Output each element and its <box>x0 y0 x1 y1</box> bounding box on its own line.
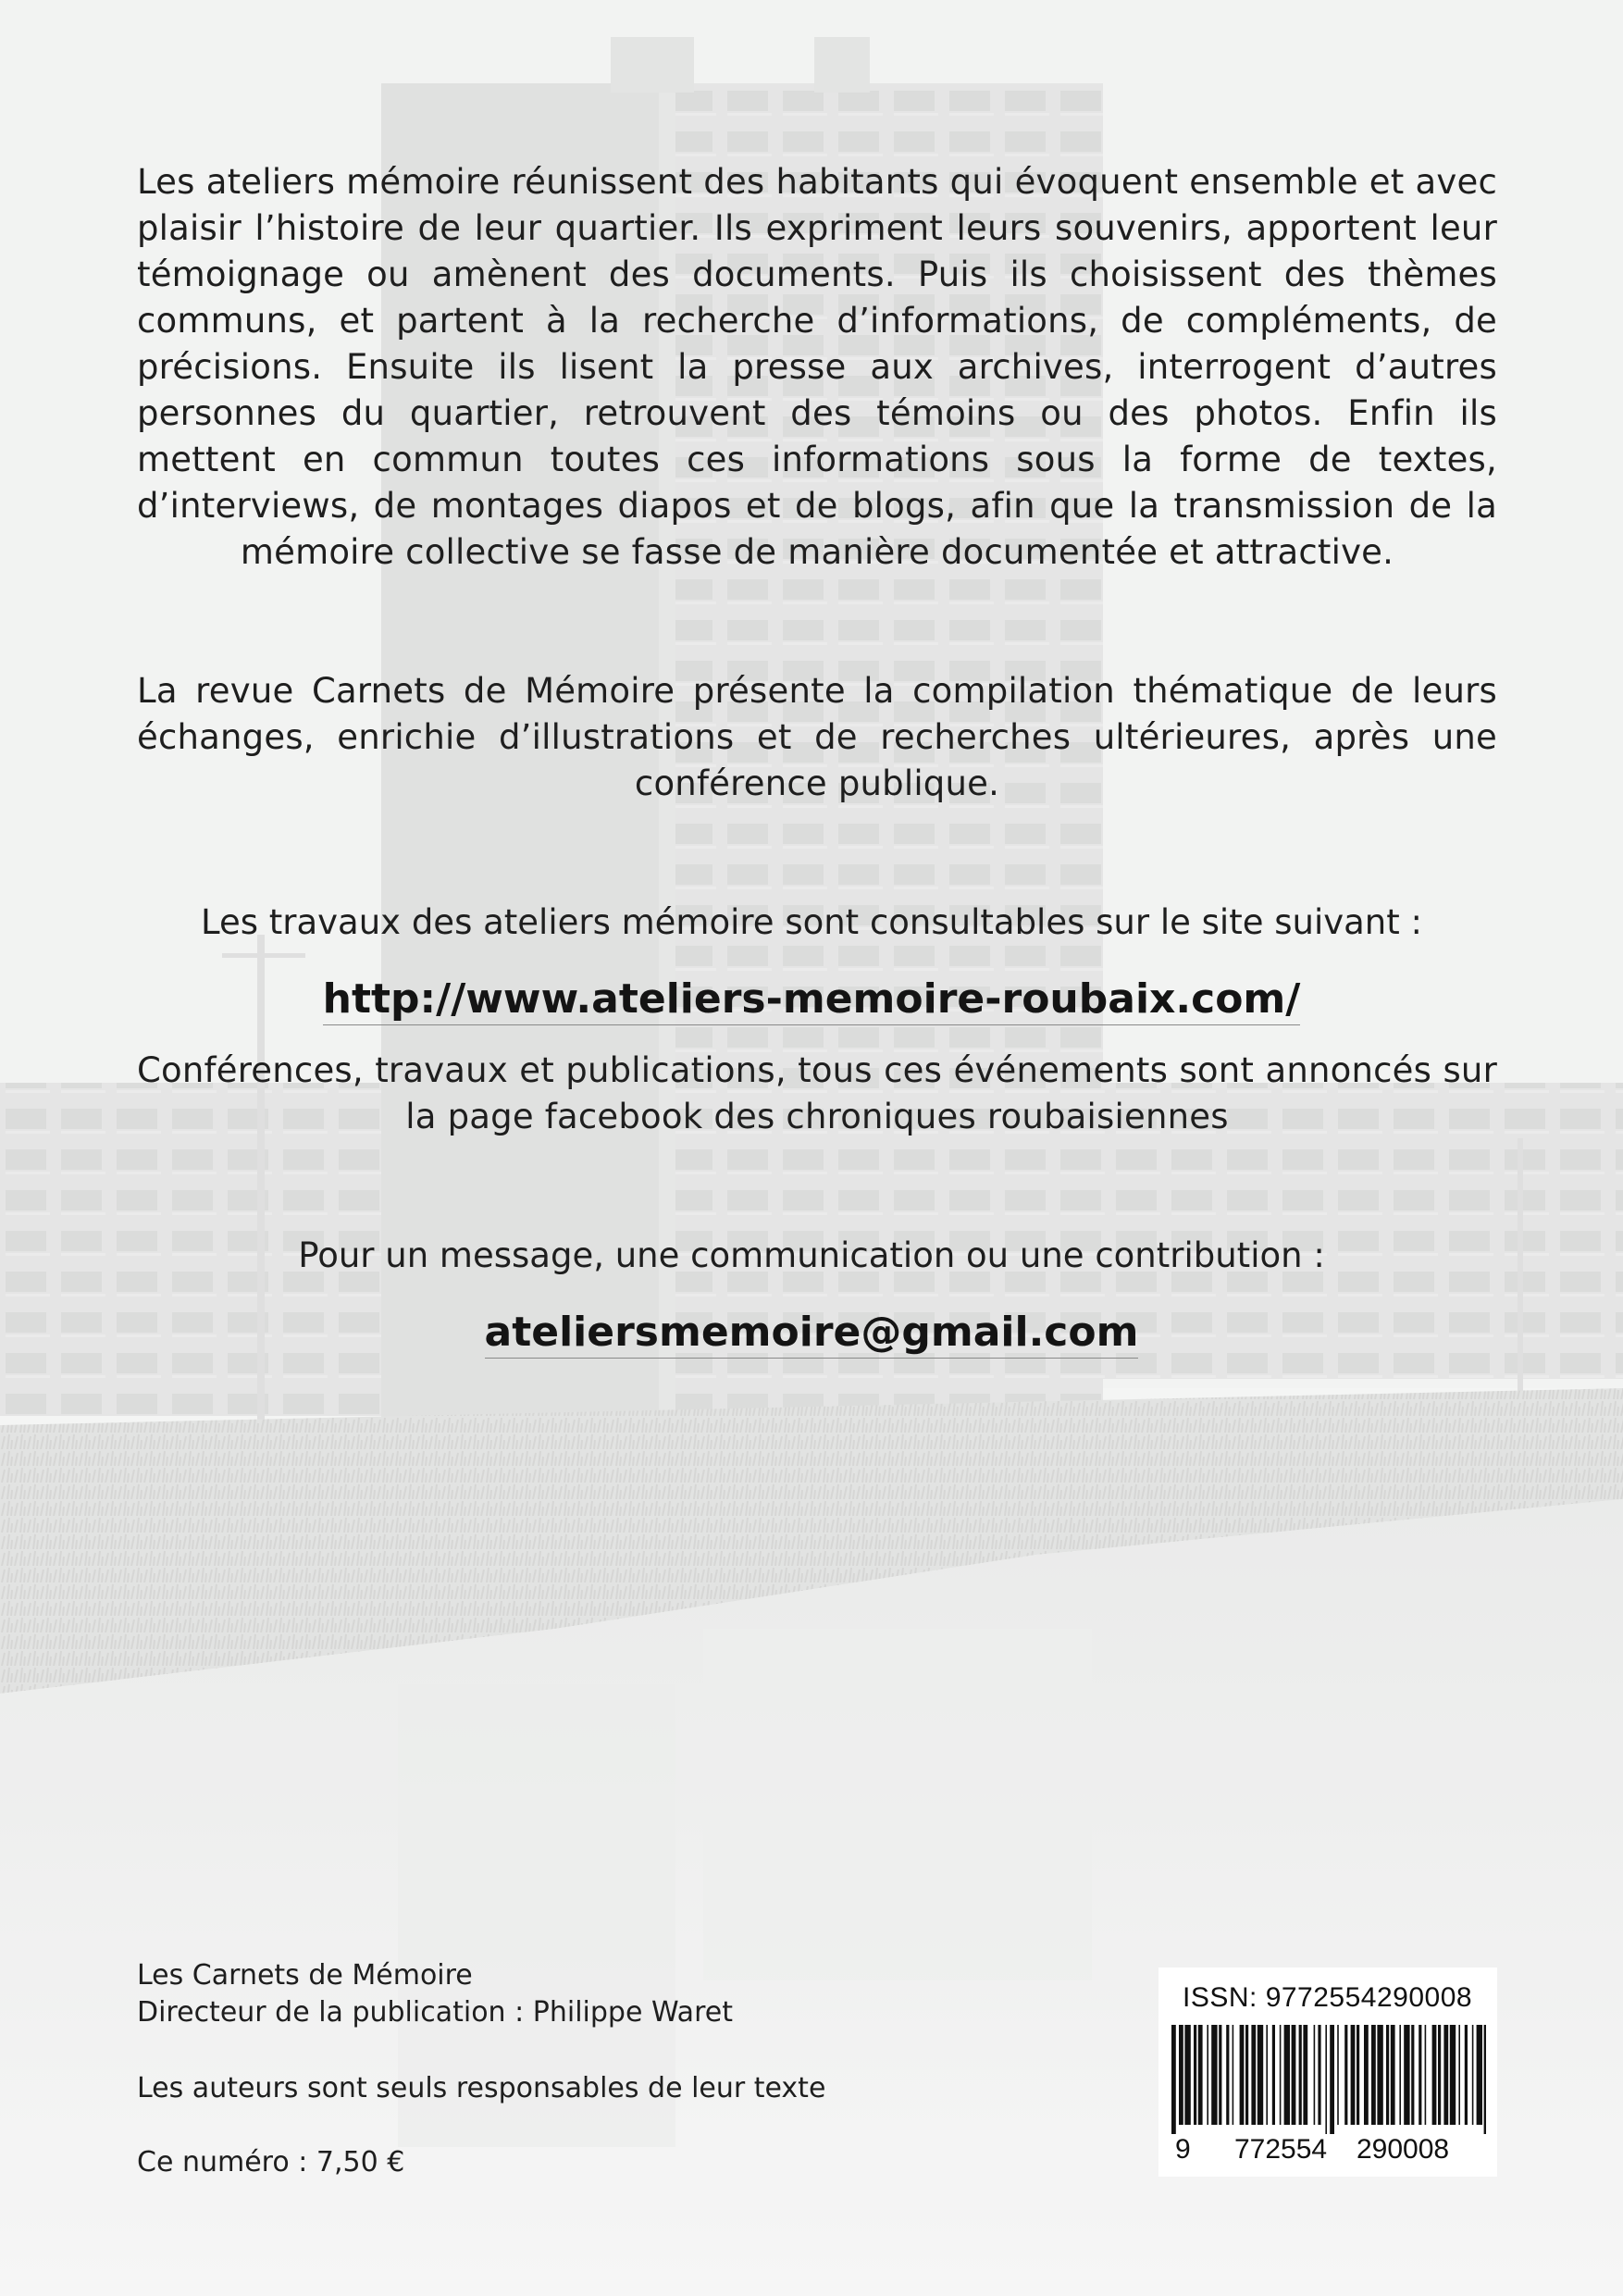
website-link[interactable] <box>0 974 1623 1025</box>
barcode-bar <box>1284 2025 1290 2125</box>
barcode-bar <box>1438 2025 1441 2125</box>
barcode-bar <box>1391 2025 1395 2125</box>
barcode-bar <box>1219 2025 1221 2125</box>
barcode-bar <box>1337 2025 1339 2125</box>
authors-disclaimer: Les auteurs sont seuls responsables de leur texte <box>137 2072 826 2104</box>
barcode-bar <box>1171 2025 1176 2134</box>
barcode-bar <box>1198 2025 1203 2125</box>
barcode-bar <box>1357 2025 1359 2125</box>
barcode-bar <box>1245 2025 1248 2125</box>
intro-paragraph: Les ateliers mémoire réunissent des habitants qui évoquent ensemble et avec plaisir l’histoire de leur quartier. Ils expriment leurs souvenirs, apportent leur témoignage ou amènent des documents. Puis ils choisissent des thèmes communs, et partent à la recherche d’informations, de compléments, de précisions. Ensuite ils lisent la presse aux archives, interrogent d’autres personnes du quartier, retrouvent des témoins ou des photos. Enfin ils mettent en commun toutes ces informations sous la forme de textes, d’interviews, de montages diapos et de blogs, afin que la transmission de la mémoire collective se fasse de manière documentée et attractive. <box>137 162 1497 572</box>
barcode-bar <box>1330 2025 1334 2134</box>
issn-barcode <box>1158 1967 1497 2177</box>
website-intro: Les travaux des ateliers mémoire sont consultables sur le site suivant : <box>200 902 1422 942</box>
barcode-bar <box>1292 2025 1296 2125</box>
barcode-digits-right: 290008 <box>1357 2134 1450 2165</box>
publication-title: Les Carnets de Mémoire <box>137 1959 473 1992</box>
email-address[interactable]: ateliersmemoire@gmail.com <box>485 1309 1139 1359</box>
barcode-bar <box>1465 2025 1468 2125</box>
barcode-bar <box>1272 2025 1275 2125</box>
contact-intro: Pour un message, une communication ou une contribution : <box>298 1235 1325 1275</box>
barcode-bar <box>1411 2025 1414 2125</box>
barcode-bar <box>1258 2025 1263 2125</box>
barcode-bar <box>1419 2025 1421 2125</box>
barcode-bar <box>1386 2025 1389 2125</box>
barcode-bar <box>1207 2025 1208 2125</box>
barcode-bar <box>1458 2025 1460 2125</box>
barcode-bar <box>1477 2025 1482 2125</box>
barcode-bar <box>1211 2025 1217 2125</box>
barcode-bar <box>1280 2025 1282 2125</box>
email-link[interactable] <box>0 1307 1623 1359</box>
barcode-bar <box>1364 2025 1369 2125</box>
barcode-bar <box>1184 2025 1190 2125</box>
barcode-bar <box>1484 2025 1486 2134</box>
barcode-bar <box>1303 2025 1307 2125</box>
publication-director: Directeur de la publication : Philippe Waret <box>137 1996 733 2029</box>
barcode-bar <box>1314 2025 1316 2125</box>
barcode-bar <box>1371 2025 1376 2125</box>
barcode-bar <box>1425 2025 1427 2125</box>
barcode-bar <box>1299 2025 1302 2125</box>
barcode-bar <box>1404 2025 1409 2125</box>
barcode-bar <box>1472 2025 1474 2125</box>
barcode-bar <box>1325 2025 1327 2134</box>
barcode-bar <box>1226 2025 1229 2125</box>
barcode-bar <box>1251 2025 1256 2125</box>
barcode-bar <box>1344 2025 1347 2125</box>
journal-paragraph: La revue Carnets de Mémoire présente la compilation thématique de leurs échanges, enrichie d’illustrations et de recherches ultérieures, après une conférence publique. <box>137 671 1497 803</box>
barcode-bar <box>1351 2025 1356 2125</box>
barcode-bar <box>1194 2025 1196 2125</box>
barcode-digit-first: 9 <box>1175 2134 1191 2165</box>
barcode-bar <box>1240 2025 1245 2125</box>
barcode-bar <box>1432 2025 1437 2125</box>
website-url[interactable]: http://www.ateliers-memoire-roubaix.com/ <box>323 975 1301 1025</box>
barcode-bar <box>1399 2025 1401 2125</box>
barcode-bar <box>1377 2025 1382 2125</box>
barcode-icon <box>1171 2025 1486 2134</box>
facebook-announcement: Conférences, travaux et publications, tous ces événements sont annoncés sur la page facebook des chroniques roubaisiennes <box>137 1050 1497 1136</box>
barcode-bar <box>1179 2025 1183 2125</box>
barcode-bar <box>1318 2025 1320 2125</box>
barcode-digits-left: 772554 <box>1234 2134 1328 2165</box>
barcode-bar <box>1233 2025 1234 2125</box>
barcode-bar <box>1266 2025 1268 2125</box>
issn-label: ISSN: 9772554290008 <box>1183 1982 1473 2013</box>
barcode-bar <box>1450 2025 1456 2125</box>
barcode-bar <box>1443 2025 1448 2125</box>
issue-price: Ce numéro : 7,50 € <box>137 2146 405 2178</box>
